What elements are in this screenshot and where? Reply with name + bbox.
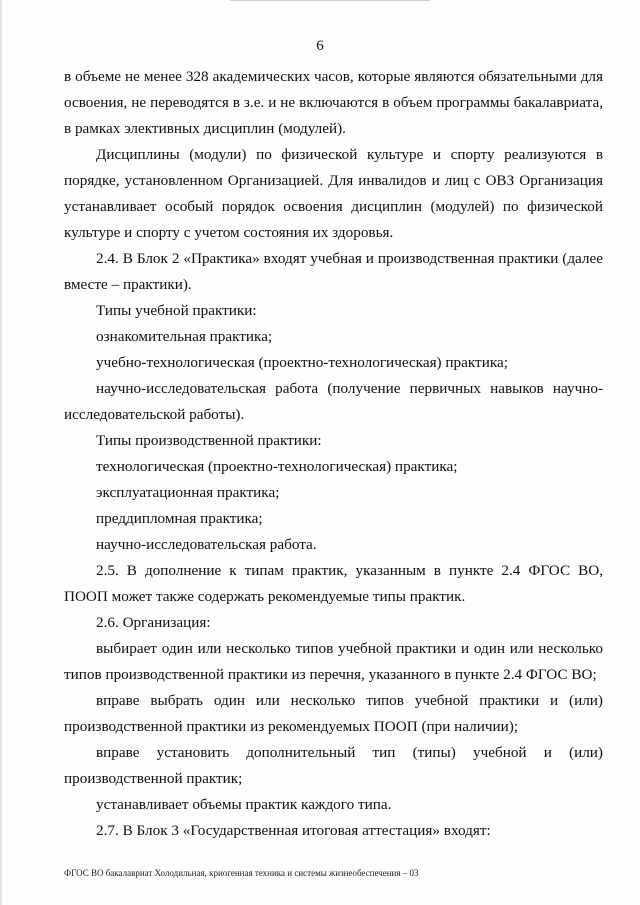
- list-item: технологическая (проектно-технологическая) практика;: [96, 458, 458, 475]
- list-item: вправе установить дополнительный тип (типы) учебной и (или) производственной практик;: [64, 744, 603, 787]
- list-item: преддипломная практика;: [96, 510, 263, 527]
- list-item: выбирает один или несколько типов учебной практики и один или несколько типов производственной практики из перечня, указанного в пункте 2.4 ФГОС ВО;: [64, 640, 603, 683]
- top-scan-marks: [230, 0, 430, 5]
- list-item: научно-исследовательская работа (получение первичных навыков научно-исследовательской работы).: [64, 380, 603, 423]
- paragraph-2-7: 2.7. В Блок 3 «Государственная итоговая аттестация» входят:: [96, 822, 491, 839]
- list-item: учебно-технологическая (проектно-технологическая) практика;: [96, 354, 508, 371]
- paragraph-types-study: Типы учебной практики:: [96, 302, 257, 319]
- page-number: 6: [316, 38, 324, 54]
- document-body: [64, 64, 603, 844]
- list-item: вправе выбрать один или несколько типов учебной практики и (или) производственной практики из рекомендуемых ПООП (при наличии);: [64, 692, 603, 735]
- paragraph-types-production: Типы производственной практики:: [96, 432, 322, 449]
- scan-edge: [0, 0, 2, 905]
- paragraph-2-6: 2.6. Организация:: [96, 614, 211, 631]
- list-item: эксплуатационная практика;: [96, 484, 280, 501]
- paragraph-cont: в объеме не менее 328 академических часов, которые являются обязательными для освоения, не переводятся в з.е. и не включаются в объем программы бакалавриата, в рамках элективных дисциплин (модулей).: [64, 68, 603, 137]
- list-item: устанавливает объемы практик каждого типа.: [96, 796, 392, 813]
- page-footer: ФГОС ВО бакалавриат Холодильная, криогенная техника и системы жизнеобеспечения – 03: [64, 868, 419, 878]
- paragraph-pe: Дисциплины (модули) по физической культуре и спорту реализуются в порядке, установленном Организацией. Для инвалидов и лиц с ОВЗ Организация устанавливает особый порядок освоения дисциплин (модулей) по физической культуре и спорту с учетом состояния их здоровья.: [64, 146, 603, 241]
- list-item: ознакомительная практика;: [96, 328, 273, 345]
- paragraph-2-5: 2.5. В дополнение к типам практик, указанным в пункте 2.4 ФГОС ВО, ПООП может также содержать рекомендуемые типы практик.: [64, 562, 603, 605]
- list-item: научно-исследовательская работа.: [96, 536, 317, 553]
- paragraph-2-4: 2.4. В Блок 2 «Практика» входят учебная и производственная практики (далее вместе – практики).: [64, 250, 603, 293]
